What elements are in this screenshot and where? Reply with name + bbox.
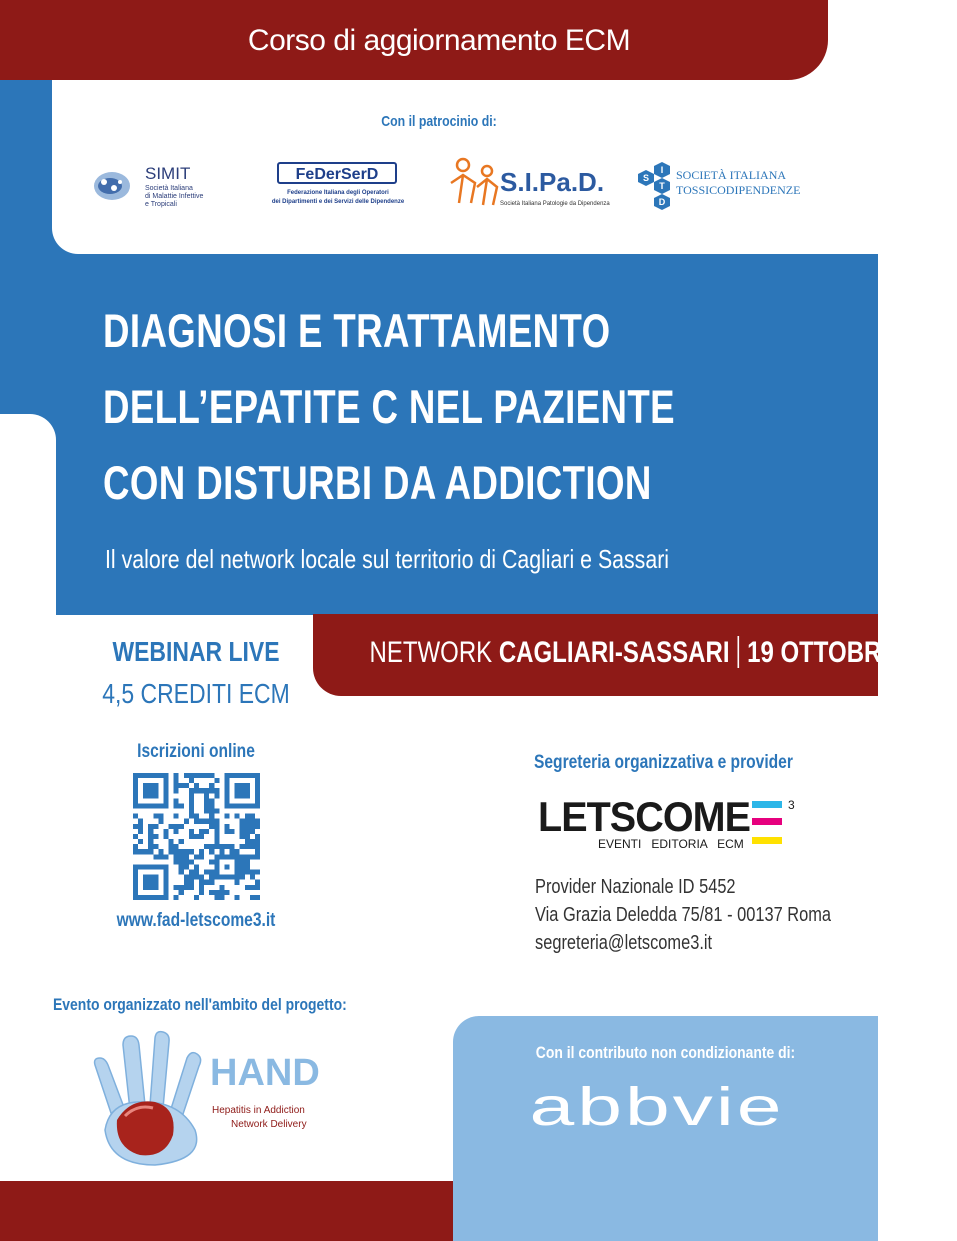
patronage-label: Con il patrocinio di: — [381, 113, 497, 130]
sipad-logo — [445, 153, 610, 213]
svg-text:Società Italiana Patologie da: Società Italiana Patologie da Dipendenza — [500, 201, 610, 207]
network-line — [369, 636, 957, 670]
email[interactable]: segreteria@letscome3.it — [535, 932, 713, 954]
course-label: Corso di aggiornamento ECM — [247, 24, 631, 57]
simit-logo — [90, 160, 240, 210]
svg-text:TOSSICODIPENDENZE: TOSSICODIPENDENZE — [676, 183, 801, 197]
svg-text:3: 3 — [788, 798, 795, 812]
qr-code[interactable] — [133, 773, 260, 900]
sponsor-label: Con il contributo non condizionante di: — [535, 1043, 796, 1062]
svg-text:D: D — [658, 197, 666, 207]
project-label: Evento organizzato nell'ambito del progetto: — [53, 995, 347, 1014]
svg-text:e Tropicali: e Tropicali — [145, 201, 177, 208]
secretariat-label: Segreteria organizzativa e provider — [534, 752, 793, 773]
svg-text:FeDerSerD: FeDerSerD — [295, 166, 379, 183]
title-line-2: DELL’EPATITE C NEL PAZIENTE — [103, 380, 676, 433]
svg-text:I: I — [660, 165, 664, 175]
abbvie-logo — [525, 1077, 790, 1137]
network-name: CAGLIARI-SASSARI — [498, 636, 730, 669]
svg-text:EVENTI EDITORIA ECM: EVENTI EDITORIA ECM — [598, 837, 744, 851]
registration-label: Iscrizioni online — [137, 741, 255, 762]
bottom-banner — [0, 1181, 453, 1241]
svg-text:Federazione Italiana degli Ope: Federazione Italiana degli Operatori — [287, 190, 389, 196]
simit-name: SIMIT — [145, 164, 191, 183]
svg-text:HAND: HAND — [210, 1052, 320, 1094]
ecm-credits: 4,5 CREDITI ECM — [102, 678, 290, 709]
title-line-1: DIAGNOSI E TRATTAMENTO — [103, 304, 611, 357]
svg-text:dei Dipartimenti e dei Servizi: dei Dipartimenti e dei Servizi delle Dipendenze — [271, 199, 405, 205]
network-date: 19 OTTOBRE 2021 — [747, 636, 957, 669]
sitd-logo — [628, 160, 818, 210]
hand-logo — [85, 1030, 325, 1170]
webinar-live-label: WEBINAR LIVE — [112, 636, 280, 667]
svg-text:Hepatitis in Addiction: Hepatitis in Addiction — [212, 1105, 305, 1116]
subtitle: Il valore del network locale sul territorio di Cagliari e Sassari — [105, 544, 670, 574]
svg-text:SOCIETÀ ITALIANA: SOCIETÀ ITALIANA — [676, 168, 787, 182]
svg-text:di Malattie Infettive: di Malattie Infettive — [145, 193, 204, 200]
svg-text:Società Italiana: Società Italiana — [145, 185, 193, 192]
registration-url[interactable]: www.fad-letscome3.it — [116, 910, 276, 931]
network-prefix: NETWORK — [369, 636, 493, 669]
address: Via Grazia Deledda 75/81 - 00137 Roma — [535, 904, 831, 926]
provider-id: Provider Nazionale ID 5452 — [535, 876, 736, 898]
svg-text:S.I.Pa.D.: S.I.Pa.D. — [500, 167, 605, 197]
svg-text:T: T — [659, 181, 665, 191]
svg-text:LETSCOME: LETSCOME — [538, 793, 750, 840]
separator — [738, 636, 740, 668]
title-line-3: CON DISTURBI DA ADDICTION — [103, 456, 652, 509]
svg-text:Network Delivery: Network Delivery — [231, 1119, 307, 1130]
svg-text:abbvie: abbvie — [529, 1077, 785, 1137]
svg-text:S: S — [642, 173, 650, 183]
federserd-logo — [258, 160, 418, 210]
letscome-logo — [538, 793, 800, 853]
